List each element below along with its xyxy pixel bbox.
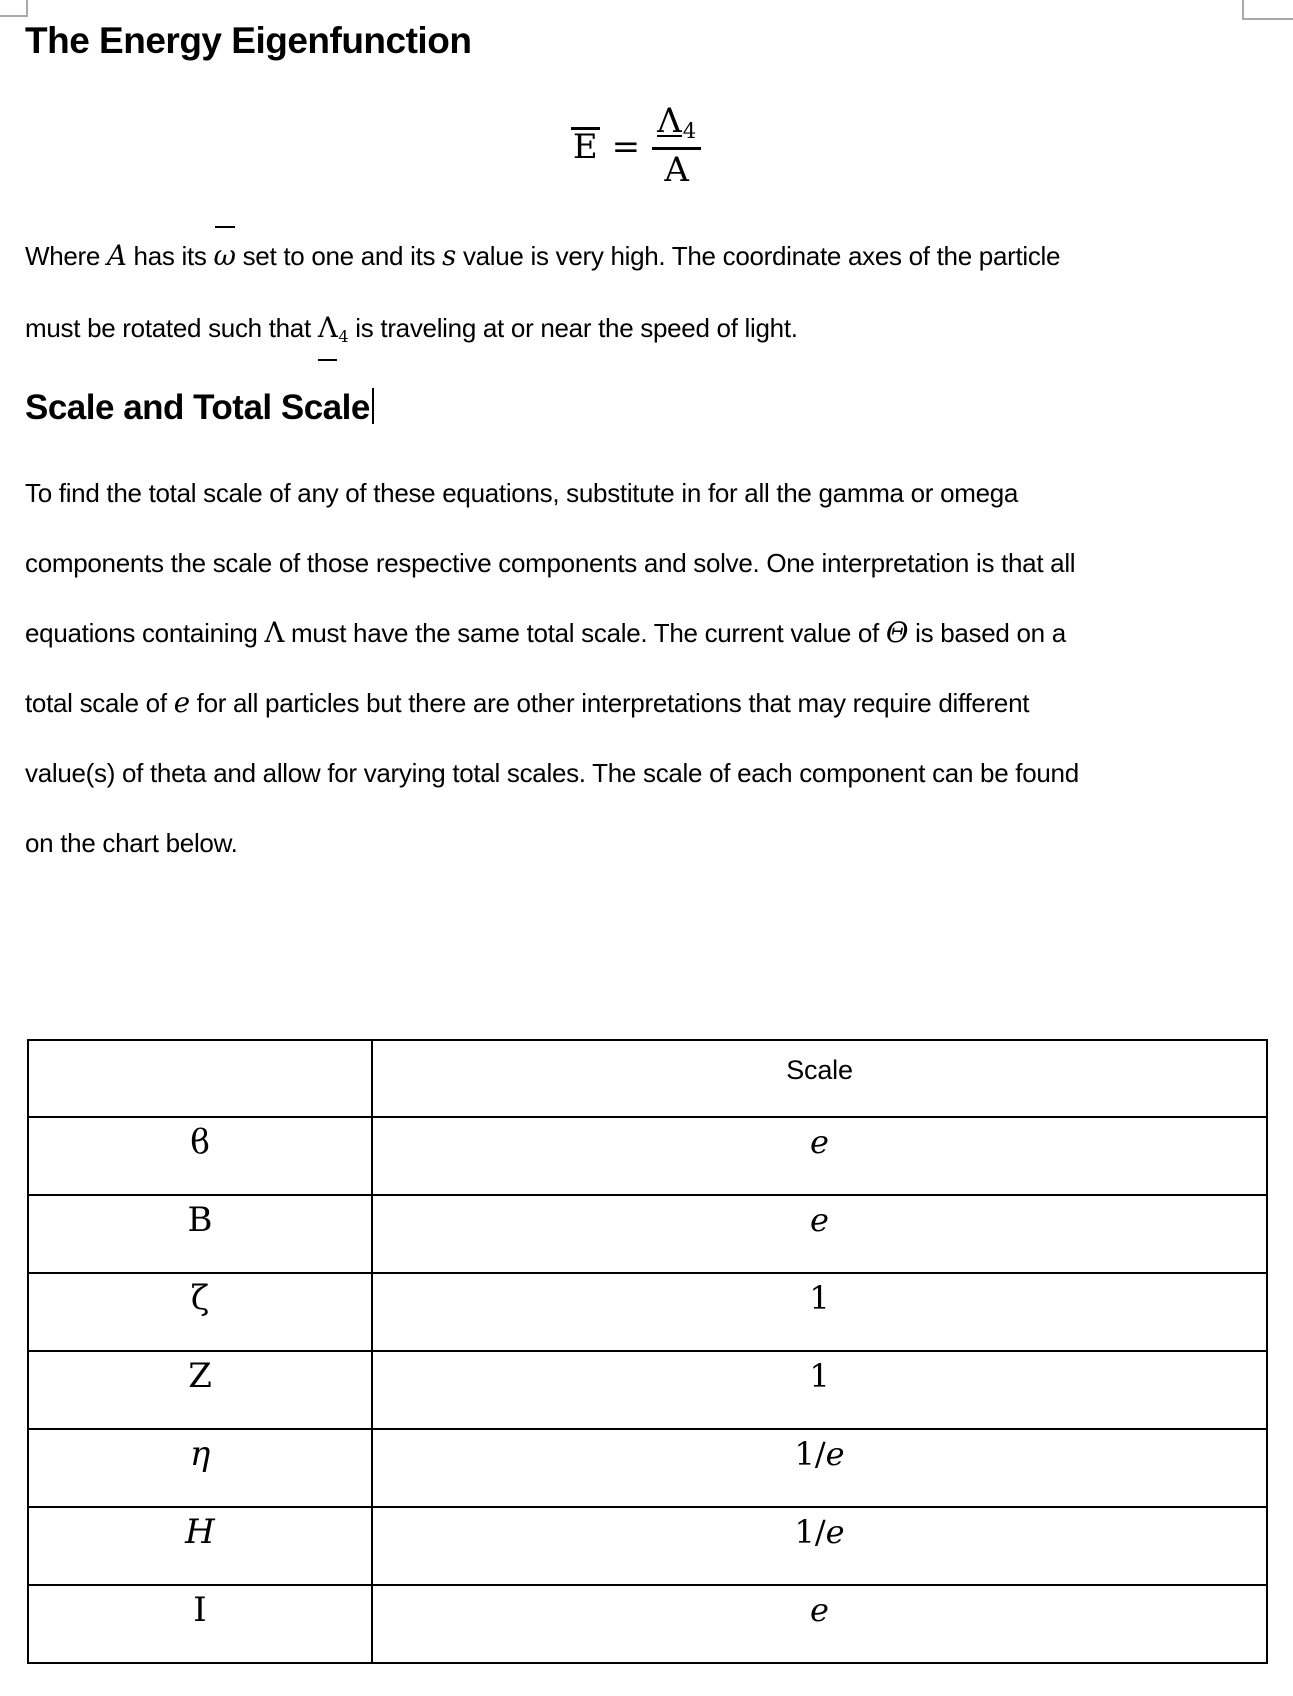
text-run: components the scale of those respective components and solve. One interpretation is that all <box>25 548 1076 578</box>
paragraph-where-A <box>25 220 1060 373</box>
text-line <box>25 668 1079 738</box>
margin-mark-top-right-vertical <box>1242 0 1244 19</box>
section-heading-scale-and-total-scale <box>25 388 374 428</box>
heading-text: Scale and Total Scale <box>25 388 370 427</box>
table-row <box>28 1507 1267 1585</box>
lambda-subscript: 4 <box>682 118 697 144</box>
scale-value: e <box>810 1591 829 1629</box>
energy-equation <box>25 101 1247 191</box>
text-run: must be rotated such that <box>25 313 318 343</box>
table-row <box>28 1117 1267 1195</box>
table-row <box>28 1351 1267 1429</box>
fraction-numerator <box>652 101 701 150</box>
section-heading-energy-eigenfunction: The Energy Eigenfunction <box>25 20 472 61</box>
component-symbol: ζ <box>190 1278 210 1318</box>
math-subscript: 4 <box>338 326 349 346</box>
table-row <box>28 1585 1267 1663</box>
inline-math-symbol: ω <box>214 220 236 292</box>
scale-value: 1/e <box>794 1435 845 1473</box>
equation-fraction <box>652 101 701 191</box>
text-cursor <box>372 388 374 424</box>
text-line <box>25 220 1060 292</box>
text-line <box>25 738 1079 808</box>
scale-value: e <box>810 1201 829 1239</box>
header-cell-scale: Scale <box>372 1040 1267 1117</box>
text-run: set to one and its <box>235 241 443 271</box>
inline-math-symbol: s <box>442 240 457 272</box>
scale-value-cell <box>372 1429 1267 1507</box>
inline-math-symbol: e <box>173 687 190 719</box>
margin-mark-top-left-vertical <box>26 0 28 16</box>
component-symbol: ϐ <box>190 1122 210 1162</box>
component-symbol-cell <box>28 1117 372 1195</box>
scale-table <box>27 1039 1268 1664</box>
text-line <box>25 292 1060 373</box>
text-run: value(s) of theta and allow for varying total scales. The scale of each component can be found <box>25 758 1079 788</box>
scale-value-cell <box>372 1585 1267 1663</box>
inline-math-symbol: A <box>107 240 127 272</box>
text-run: To find the total scale of any of these equations, substitute in for all the gamma or omega <box>25 478 1019 508</box>
margin-mark-top-left-horizontal <box>0 15 28 17</box>
scale-value-cell <box>372 1117 1267 1195</box>
component-symbol: B <box>187 1200 213 1240</box>
text-line <box>25 598 1079 668</box>
text-run: total scale of <box>25 688 174 718</box>
equals-sign: = <box>611 126 641 167</box>
text-run: equations containing <box>25 618 265 648</box>
text-line <box>25 528 1079 598</box>
scale-value-cell <box>372 1273 1267 1351</box>
scale-value: 1 <box>809 1357 830 1395</box>
component-symbol-cell <box>28 1507 372 1585</box>
table-body <box>28 1117 1267 1663</box>
text-run: for all particles but there are other interpretations that may require different <box>189 688 1030 718</box>
text-run: is traveling at or near the speed of light. <box>348 313 798 343</box>
component-symbol: Z <box>188 1356 212 1396</box>
fraction-denominator: A <box>664 150 689 191</box>
component-symbol-cell <box>28 1351 372 1429</box>
table-header-row <box>28 1040 1267 1117</box>
inline-math-symbol: Θ <box>885 617 909 649</box>
text-run: value is very high. The coordinate axes of the particle <box>456 241 1061 271</box>
component-symbol-cell <box>28 1429 372 1507</box>
equation-lhs-E-bar: E <box>572 127 598 168</box>
paragraph-total-scale <box>25 458 1079 878</box>
component-symbol: η <box>189 1434 211 1474</box>
scale-value-cell <box>372 1351 1267 1429</box>
table-row <box>28 1429 1267 1507</box>
inline-math-symbol: Λ <box>318 292 338 364</box>
component-symbol: I <box>193 1590 207 1630</box>
table-row <box>28 1195 1267 1273</box>
text-run: on the chart below. <box>25 828 238 858</box>
text-run: Where <box>25 241 108 271</box>
scale-value: e <box>810 1123 829 1161</box>
component-symbol-cell <box>28 1273 372 1351</box>
scale-value: 1/e <box>794 1513 845 1551</box>
component-symbol-cell <box>28 1585 372 1663</box>
table-row <box>28 1273 1267 1351</box>
lambda-underbar-symbol: Λ <box>657 101 682 141</box>
text-run: has its <box>126 241 214 271</box>
margin-mark-top-right-horizontal <box>1242 18 1293 20</box>
text-line <box>25 458 1079 528</box>
text-run: is based on a <box>908 618 1066 648</box>
scale-value-cell <box>372 1507 1267 1585</box>
header-cell-component <box>28 1040 372 1117</box>
text-run: must have the same total scale. The current value of <box>284 618 886 648</box>
component-symbol: H <box>185 1512 215 1552</box>
component-symbol-cell <box>28 1195 372 1273</box>
scale-value-cell <box>372 1195 1267 1273</box>
text-line <box>25 808 1079 878</box>
inline-math-symbol: Λ <box>264 617 285 649</box>
scale-value: 1 <box>809 1279 830 1317</box>
